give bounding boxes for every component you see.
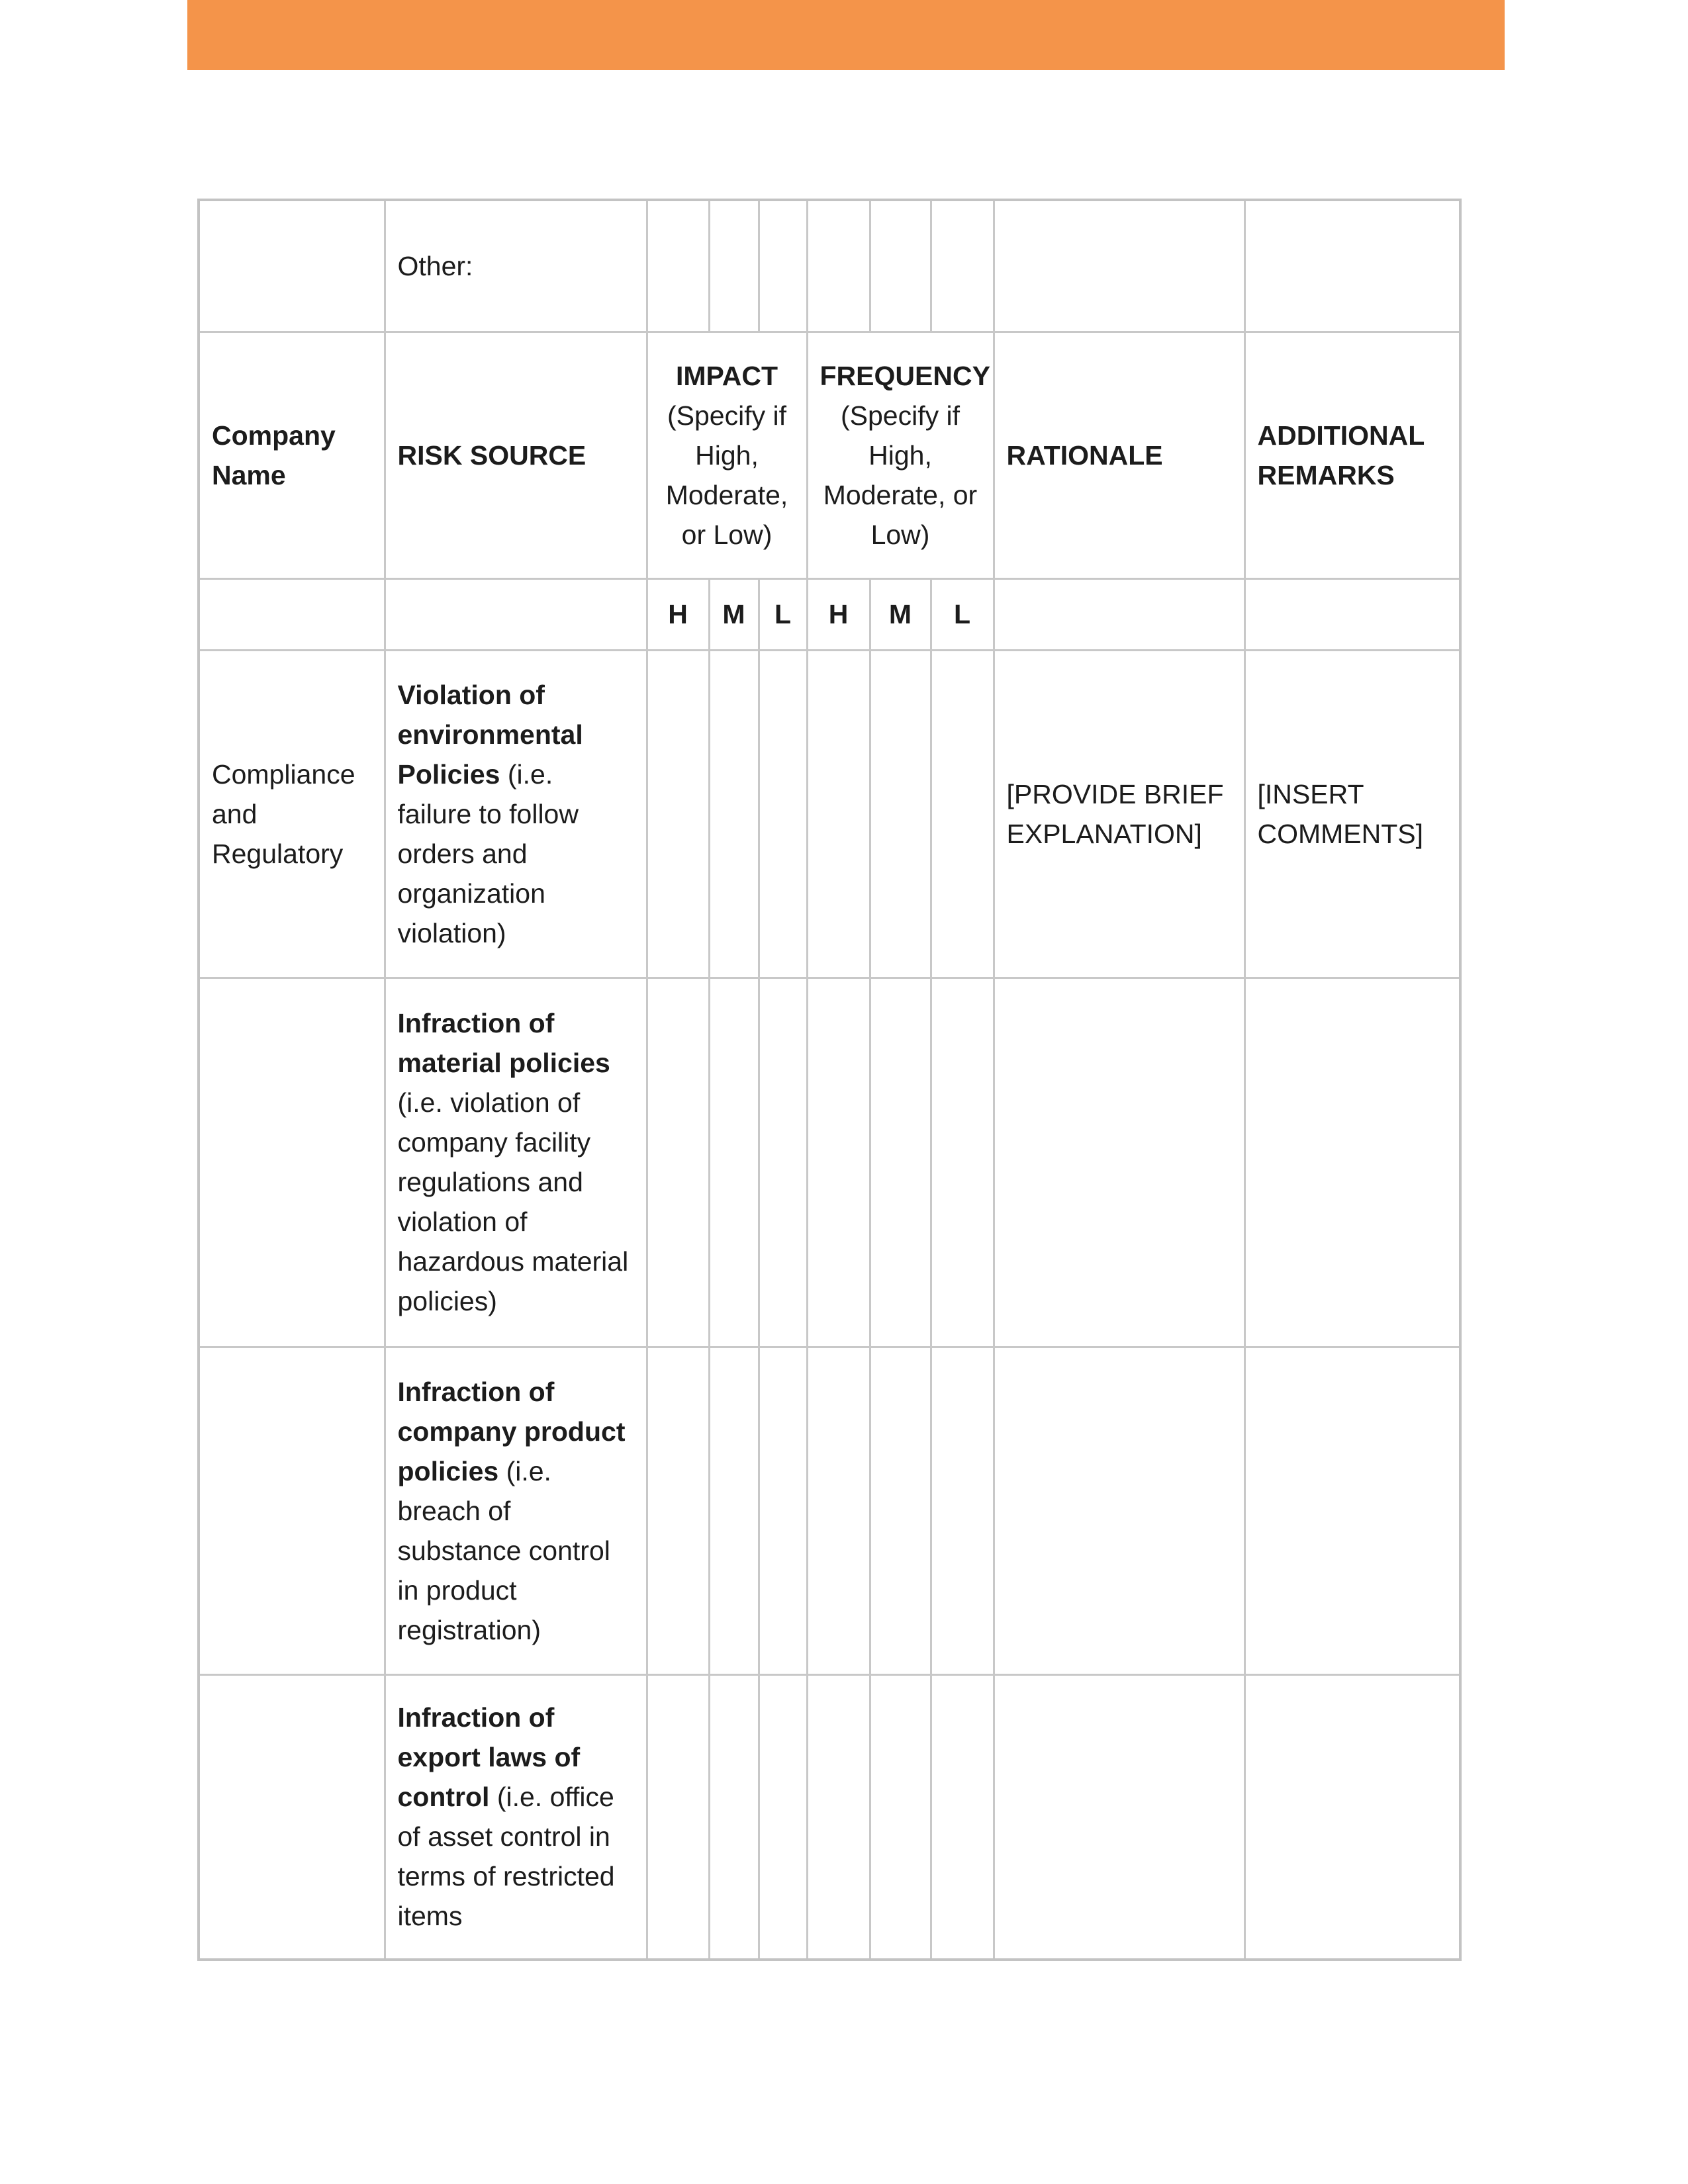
- remarks-cell[interactable]: [1244, 978, 1460, 1347]
- frequency-h-cell[interactable]: [807, 1347, 870, 1674]
- other-remarks-cell[interactable]: [1244, 200, 1460, 332]
- frequency-l-cell[interactable]: [931, 978, 994, 1347]
- header-company-name: [199, 332, 385, 578]
- other-impact-l-cell[interactable]: [759, 200, 807, 332]
- rationale-placeholder: [PROVIDE BRIEF EXPLANATION]: [1006, 778, 1224, 849]
- other-label-cell[interactable]: [385, 200, 647, 332]
- risk-source-bold-text: Violation of environmental Policies: [397, 679, 583, 790]
- frequency-m-cell[interactable]: [870, 1674, 931, 1960]
- risk-assessment-table: [197, 199, 1462, 1961]
- company-name-cell[interactable]: [199, 1674, 385, 1960]
- impact-m-cell[interactable]: [709, 650, 759, 978]
- header-additional-remarks-label: ADDITIONAL REMARKS: [1257, 420, 1425, 490]
- risk-source-detail-text: (i.e. office of asset control in terms of restricted items: [397, 1782, 615, 1932]
- level-frequency-h: H: [807, 578, 870, 650]
- table-row: [199, 1347, 1460, 1674]
- risk-source-cell[interactable]: [385, 978, 647, 1347]
- other-frequency-m-cell[interactable]: [870, 200, 931, 332]
- other-company-cell[interactable]: [199, 200, 385, 332]
- impact-l-cell[interactable]: [759, 1347, 807, 1674]
- risk-source-bold-text: Infraction of export laws of control: [397, 1702, 581, 1813]
- frequency-h-cell[interactable]: [807, 978, 870, 1347]
- other-impact-h-cell[interactable]: [647, 200, 709, 332]
- level-company-cell: [199, 578, 385, 650]
- frequency-h-cell[interactable]: [807, 650, 870, 978]
- level-frequency-l: L: [931, 578, 994, 650]
- other-frequency-h-cell[interactable]: [807, 200, 870, 332]
- company-name-cell[interactable]: [199, 650, 385, 978]
- header-rationale: [994, 332, 1244, 578]
- remarks-cell[interactable]: [1244, 650, 1460, 978]
- header-impact: [647, 332, 807, 578]
- frequency-l-cell[interactable]: [931, 650, 994, 978]
- header-additional-remarks: [1244, 332, 1460, 578]
- rationale-cell[interactable]: [994, 1347, 1244, 1674]
- table-row: [199, 978, 1460, 1347]
- frequency-m-cell[interactable]: [870, 650, 931, 978]
- level-impact-m: M: [709, 578, 759, 650]
- company-name-cell[interactable]: [199, 1347, 385, 1674]
- risk-source-bold-text: Infraction of material policies: [397, 1008, 610, 1078]
- risk-source-detail-text: (i.e. violation of company facility regulations and violation of hazardous material policies): [397, 1087, 629, 1316]
- impact-h-cell[interactable]: [647, 1347, 709, 1674]
- other-rationale-cell[interactable]: [994, 200, 1244, 332]
- impact-l-cell[interactable]: [759, 650, 807, 978]
- header-frequency-note: (Specify if High, Moderate, or Low): [823, 400, 978, 550]
- impact-m-cell[interactable]: [709, 1347, 759, 1674]
- impact-h-cell[interactable]: [647, 978, 709, 1347]
- impact-h-cell[interactable]: [647, 650, 709, 978]
- other-impact-m-cell[interactable]: [709, 200, 759, 332]
- impact-l-cell[interactable]: [759, 1674, 807, 1960]
- other-frequency-l-cell[interactable]: [931, 200, 994, 332]
- frequency-h-cell[interactable]: [807, 1674, 870, 1960]
- table-header-row: [199, 332, 1460, 578]
- page-accent-bar: [187, 0, 1505, 70]
- rationale-cell[interactable]: [994, 978, 1244, 1347]
- impact-h-cell[interactable]: [647, 1674, 709, 1960]
- rationale-cell[interactable]: [994, 650, 1244, 978]
- header-risk-source-label: RISK SOURCE: [397, 439, 586, 471]
- remarks-placeholder: [INSERT COMMENTS]: [1257, 778, 1424, 849]
- level-frequency-m: M: [870, 578, 931, 650]
- header-company-name-label: Company Name: [212, 420, 336, 490]
- level-remarks-cell: [1244, 578, 1460, 650]
- company-name-text: Compliance and Regulatory: [212, 758, 355, 869]
- impact-m-cell[interactable]: [709, 978, 759, 1347]
- header-frequency: [807, 332, 994, 578]
- frequency-l-cell[interactable]: [931, 1674, 994, 1960]
- table-row: [199, 650, 1460, 978]
- table-row-other: [199, 200, 1460, 332]
- level-impact-h: H: [647, 578, 709, 650]
- header-impact-note: (Specify if High, Moderate, or Low): [665, 400, 788, 550]
- remarks-cell[interactable]: [1244, 1674, 1460, 1960]
- impact-l-cell[interactable]: [759, 978, 807, 1347]
- frequency-m-cell[interactable]: [870, 1347, 931, 1674]
- level-rationale-cell: [994, 578, 1244, 650]
- risk-source-cell[interactable]: [385, 1347, 647, 1674]
- risk-source-bold-text: Infraction of company product policies: [397, 1376, 626, 1486]
- remarks-cell[interactable]: [1244, 1347, 1460, 1674]
- risk-source-cell[interactable]: [385, 1674, 647, 1960]
- other-label: Other:: [397, 250, 473, 281]
- risk-source-detail-text: (i.e. failure to follow orders and organization violation): [397, 758, 579, 948]
- header-frequency-title: FREQUENCY: [820, 360, 990, 391]
- level-risk-source-cell: [385, 578, 647, 650]
- header-impact-title: IMPACT: [675, 360, 778, 391]
- impact-m-cell[interactable]: [709, 1674, 759, 1960]
- rationale-cell[interactable]: [994, 1674, 1244, 1960]
- risk-source-detail-text: (i.e. breach of substance control in product registration): [397, 1455, 610, 1645]
- table-level-row: [199, 578, 1460, 650]
- level-impact-l: L: [759, 578, 807, 650]
- company-name-cell[interactable]: [199, 978, 385, 1347]
- header-rationale-label: RATIONALE: [1006, 439, 1163, 471]
- header-risk-source: [385, 332, 647, 578]
- risk-source-cell[interactable]: [385, 650, 647, 978]
- frequency-l-cell[interactable]: [931, 1347, 994, 1674]
- frequency-m-cell[interactable]: [870, 978, 931, 1347]
- table-row: [199, 1674, 1460, 1960]
